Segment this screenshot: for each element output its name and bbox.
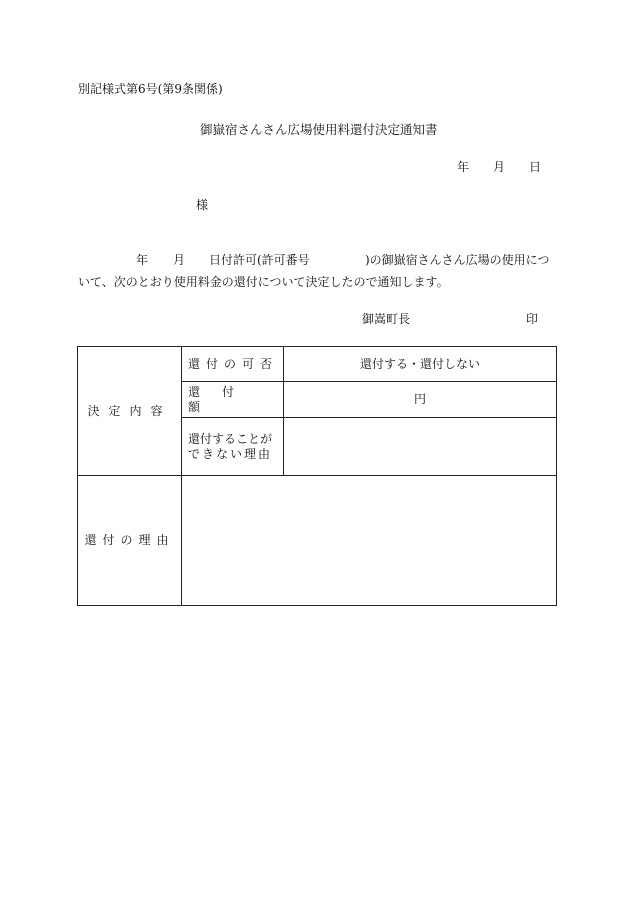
refund-possible-label: 還付の可否 bbox=[188, 356, 279, 371]
refund-amount-value-cell[interactable] bbox=[284, 382, 557, 418]
decision-table bbox=[77, 346, 557, 606]
table-row bbox=[78, 476, 557, 606]
unable-reason-label-line1: 還付することが bbox=[188, 431, 273, 446]
refund-possible-label-cell bbox=[182, 347, 284, 382]
body-month-label: 月 bbox=[173, 253, 186, 267]
body-year-label: 年 bbox=[136, 253, 149, 267]
unable-reason-value-cell[interactable] bbox=[284, 418, 557, 476]
seal-mark: 印 bbox=[526, 312, 539, 326]
date-day-label: 日 bbox=[529, 160, 542, 174]
body-permit-date-text: 日付許可(許可番号 bbox=[209, 253, 310, 267]
refund-amount-label: 還付額 bbox=[188, 384, 257, 414]
unable-reason-label-cell bbox=[182, 418, 284, 476]
body-line2: いて、次のとおり使用料金の還付について決定したので通知します。 bbox=[78, 275, 449, 289]
document-title: 御嶽宿さんさん広場使用料還付決定通知書 bbox=[200, 122, 438, 137]
date-year-label: 年 bbox=[457, 160, 470, 174]
table-row bbox=[78, 347, 557, 382]
body-line1-tail: )の御嶽宿さんさん広場の使用につ bbox=[365, 253, 550, 267]
date-month-label: 月 bbox=[493, 160, 506, 174]
section-decision-label: 決定内容 bbox=[87, 403, 172, 418]
refund-reason-value-cell[interactable] bbox=[182, 476, 557, 606]
section-reason-label: 還付の理由 bbox=[84, 533, 175, 547]
form-number-label: 別記様式第6号(第9条関係) bbox=[78, 82, 223, 96]
section-decision-cell bbox=[78, 347, 182, 476]
issuer-name: 御嵩町長 bbox=[362, 312, 411, 326]
refund-possible-value: 還付する・還付しない bbox=[359, 356, 480, 371]
section-reason-cell bbox=[78, 476, 182, 606]
unable-reason-label-line2: できない理由 bbox=[188, 446, 273, 461]
refund-possible-value-cell[interactable] bbox=[284, 347, 557, 382]
refund-amount-label-cell bbox=[182, 382, 284, 418]
refund-amount-unit: 円 bbox=[413, 392, 426, 406]
addressee-honorific: 様 bbox=[196, 198, 209, 212]
